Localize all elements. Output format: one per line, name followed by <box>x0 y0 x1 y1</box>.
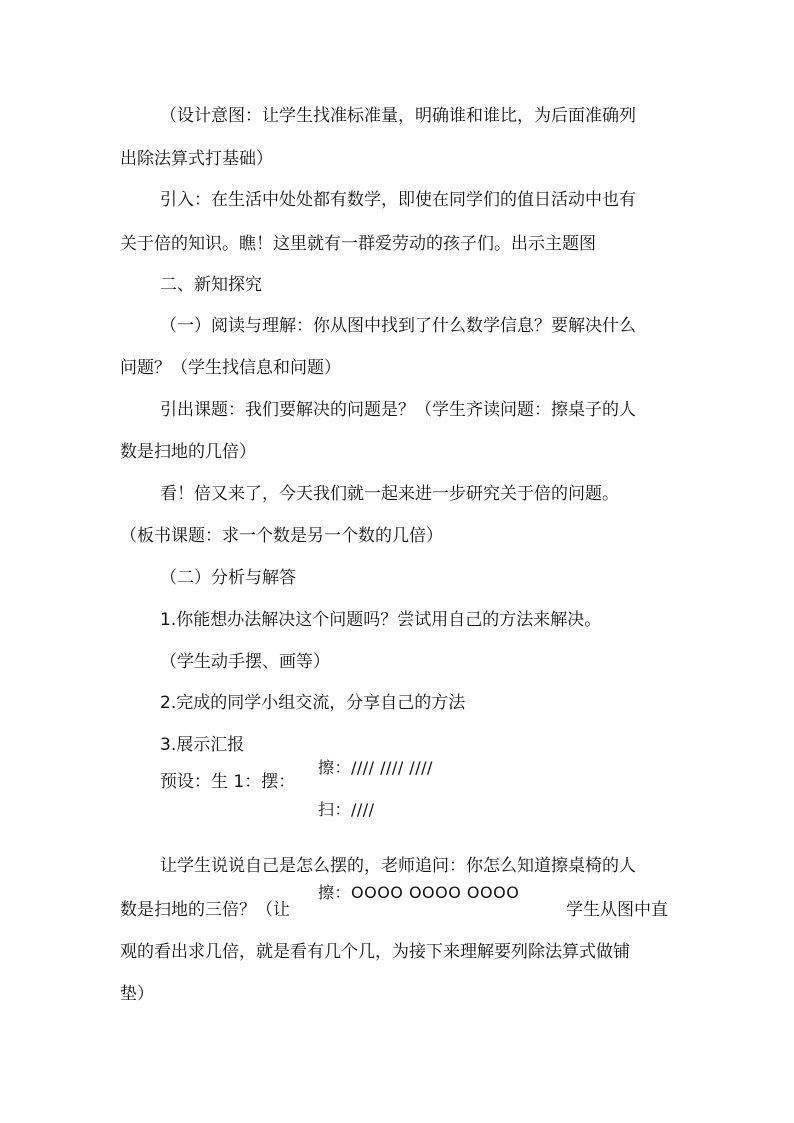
paragraph-line-10: （板书课题：求一个数是另一个数的几倍） <box>120 526 443 546</box>
paragraph-line-9: 看！倍又来了，今天我们就一起来进一步研究关于倍的问题。 <box>160 484 619 504</box>
step-2: 2.完成的同学小组交流，分享自己的方法 <box>160 693 466 713</box>
step-1: 1.你能想办法解决这个问题吗？尝试用自己的方法来解决。 <box>160 610 602 630</box>
step-3: 3.展示汇报 <box>160 735 245 755</box>
paragraph-line-2: 出除法算式打基础） <box>120 149 273 169</box>
subsection-heading: （二）分析与解答 <box>160 568 296 588</box>
paragraph-line-8: 数是扫地的几倍） <box>120 442 256 462</box>
paragraph-line-1: （设计意图：让学生找准标准量，明确谁和谁比，为后面准确列 <box>160 106 636 126</box>
paragraph-line-6: 问题？（学生找信息和问题） <box>120 358 341 378</box>
paragraph-line-7: 引出课题：我们要解决的问题是？（学生齐读问题：擦桌子的人 <box>160 400 636 420</box>
paragraph-line-3: 引入：在生活中处处都有数学，即使在同学们的值日活动中也有 <box>160 190 636 210</box>
section-heading: 二、新知探究 <box>160 275 262 295</box>
arrangement-sweep-row: 扫：//// <box>318 800 375 819</box>
step-1-note: （学生动手摆、画等） <box>160 652 330 672</box>
paragraph-line-11: 让学生说说自己是怎么摆的，老师追问：你怎么知道擦桌椅的人 <box>160 856 636 876</box>
paragraph-line-12-end: 学生从图中直 <box>566 900 668 920</box>
arrangement-wipe-row: 擦：//// //// //// <box>318 758 433 777</box>
preset-label: 预设：生 1：摆： <box>160 772 296 792</box>
paragraph-line-5: （一）阅读与理解：你从图中找到了什么数学信息？要解决什么 <box>160 316 636 336</box>
paragraph-line-4: 关于倍的知识。瞧！这里就有一群爱劳动的孩子们。出示主题图 <box>120 234 596 254</box>
paragraph-line-13: 观的看出求几倍，就是看有几个几，为接下来理解要列除法算式做铺 <box>120 942 630 962</box>
paragraph-line-14: 垫） <box>120 984 154 1004</box>
paragraph-line-12-start: 数是扫地的三倍？（让 <box>120 900 290 920</box>
drawing-wipe-row: 擦：OOOO OOOO OOOO <box>318 883 520 902</box>
